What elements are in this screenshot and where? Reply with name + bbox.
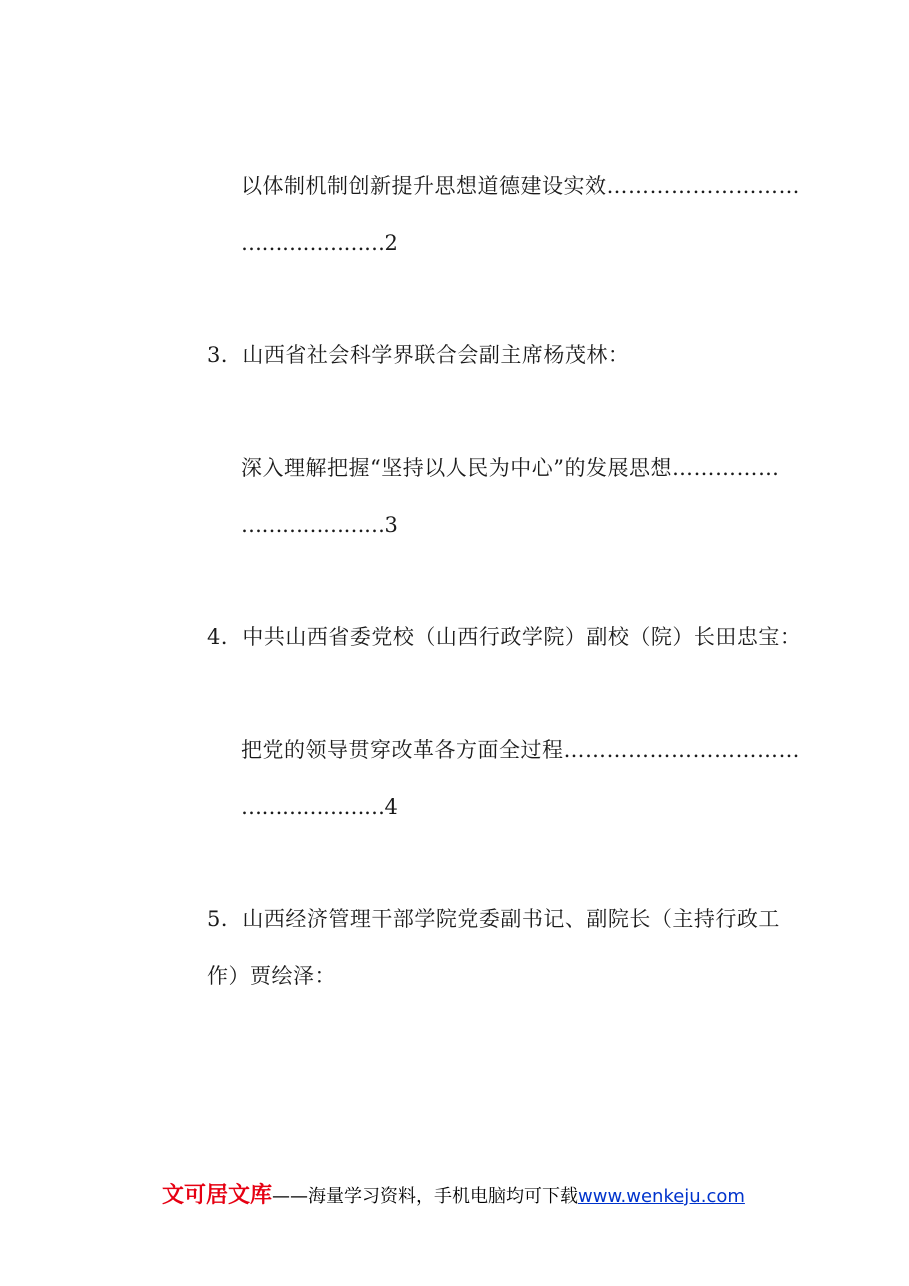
toc-page-number: 3 <box>384 513 398 537</box>
toc-page-number: 4 <box>384 795 398 819</box>
toc-heading-text: 中共山西省委党校（山西行政学院）副校（院）长田忠宝： <box>242 625 802 649</box>
toc-heading-4 <box>207 623 801 651</box>
toc-leader-line-4 <box>241 793 397 821</box>
toc-leader: ………………… <box>241 795 385 819</box>
toc-heading-5 <box>207 905 780 933</box>
footer-brand: 文可居文库 <box>162 1183 273 1208</box>
toc-title-1 <box>241 172 800 200</box>
toc-title-text: 把党的领导贯穿改革各方面全过程 <box>241 738 564 762</box>
toc-item-number: 5． <box>207 907 243 931</box>
footer-slogan: ——海量学习资料，手机电脑均可下载 <box>272 1186 579 1207</box>
footer-site-link[interactable]: www.wenkeju.com <box>578 1186 745 1207</box>
toc-item-number: 3． <box>207 343 243 367</box>
toc-heading-5-cont <box>207 962 336 990</box>
toc-title-4 <box>241 736 800 764</box>
toc-leader: …………… <box>671 456 780 480</box>
toc-leader-line-3 <box>241 511 397 539</box>
toc-item-number: 4． <box>207 625 243 649</box>
toc-heading-text: 作）贾绘泽： <box>207 964 336 988</box>
toc-title-text: 以体制机制创新提升思想道德建设实效 <box>241 174 607 198</box>
toc-heading-3 <box>207 341 629 369</box>
toc-page-number: 2 <box>384 231 398 255</box>
toc-leader-line-1 <box>241 229 397 257</box>
toc-title-3 <box>241 454 779 482</box>
toc-heading-text: 山西经济管理干部学院党委副书记、副院长（主持行政工 <box>242 907 780 931</box>
toc-leader: ………………… <box>241 513 385 537</box>
toc-leader: …………………………… <box>563 738 800 762</box>
page-footer <box>162 1182 745 1211</box>
toc-leader: ………………… <box>241 231 385 255</box>
toc-heading-text: 山西省社会科学界联合会副主席杨茂林： <box>242 343 630 367</box>
toc-leader: ……………………… <box>606 174 800 198</box>
toc-title-text: 深入理解把握“坚持以人民为中心”的发展思想 <box>241 456 672 480</box>
